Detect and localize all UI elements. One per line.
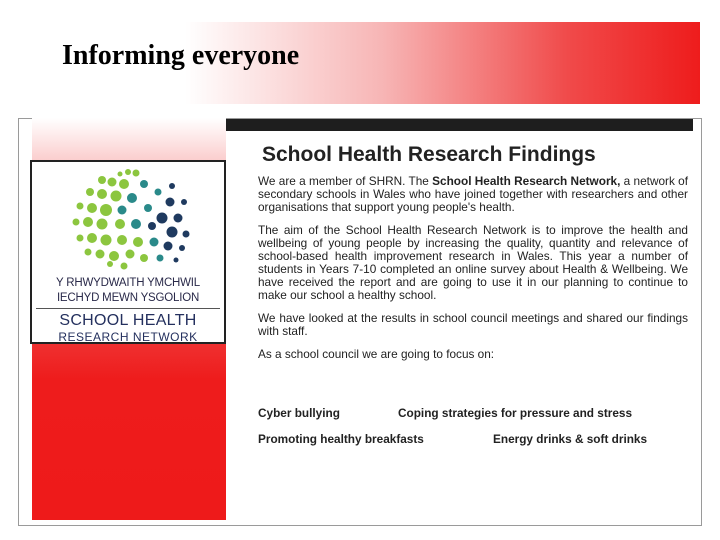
focus-item-4: Energy drinks & soft drinks — [493, 432, 648, 446]
paragraph-membership — [258, 175, 688, 214]
paragraph-1-bold: School Health Research Network, — [432, 174, 621, 188]
document-body — [258, 175, 688, 371]
logo-welsh-line-2: IECHYD MEWN YSGOLION — [56, 292, 200, 304]
slide-title: Informing everyone — [62, 40, 300, 71]
paragraph-results: We have looked at the results in school council meetings and shared our findings with staff. — [258, 311, 688, 338]
dots-logo-icon — [32, 162, 224, 272]
paragraph-1-text-a: We are a member of SHRN. The — [258, 174, 433, 188]
document-title: School Health Research Findings — [262, 143, 596, 166]
paragraph-1-text-b: a network of secondary schools in Wales who have joined together with researchers and other organisations that support young people's health. — [258, 174, 688, 214]
shrn-logo — [30, 160, 226, 344]
focus-item-3: Promoting healthy breakfasts — [258, 432, 424, 446]
logo-welsh-line-1: Y RHWYDWAITH YMCHWIL — [55, 277, 200, 289]
logo-english-line-2: RESEARCH NETWORK — [58, 330, 198, 344]
document-header-bar — [226, 119, 693, 131]
logo-english-line-1: SCHOOL HEALTH — [59, 312, 197, 329]
focus-item-2: Coping strategies for pressure and stress — [398, 406, 633, 420]
logo-divider — [36, 308, 220, 309]
paragraph-focus-intro: As a school council we are going to focus on: — [258, 347, 495, 361]
paragraph-aim: The aim of the School Health Research Network is to improve the health and wellbeing of young people by increasing the quality, quantity and relevance of school-based health improvement research in Wales. This year a number of students in Years 7-10 completed an online survey about Health & Wellbeing. We have received the report and are going to use it in our planning to continue to make our school a healthy school. — [258, 223, 688, 302]
focus-item-1: Cyber bullying — [258, 406, 340, 420]
